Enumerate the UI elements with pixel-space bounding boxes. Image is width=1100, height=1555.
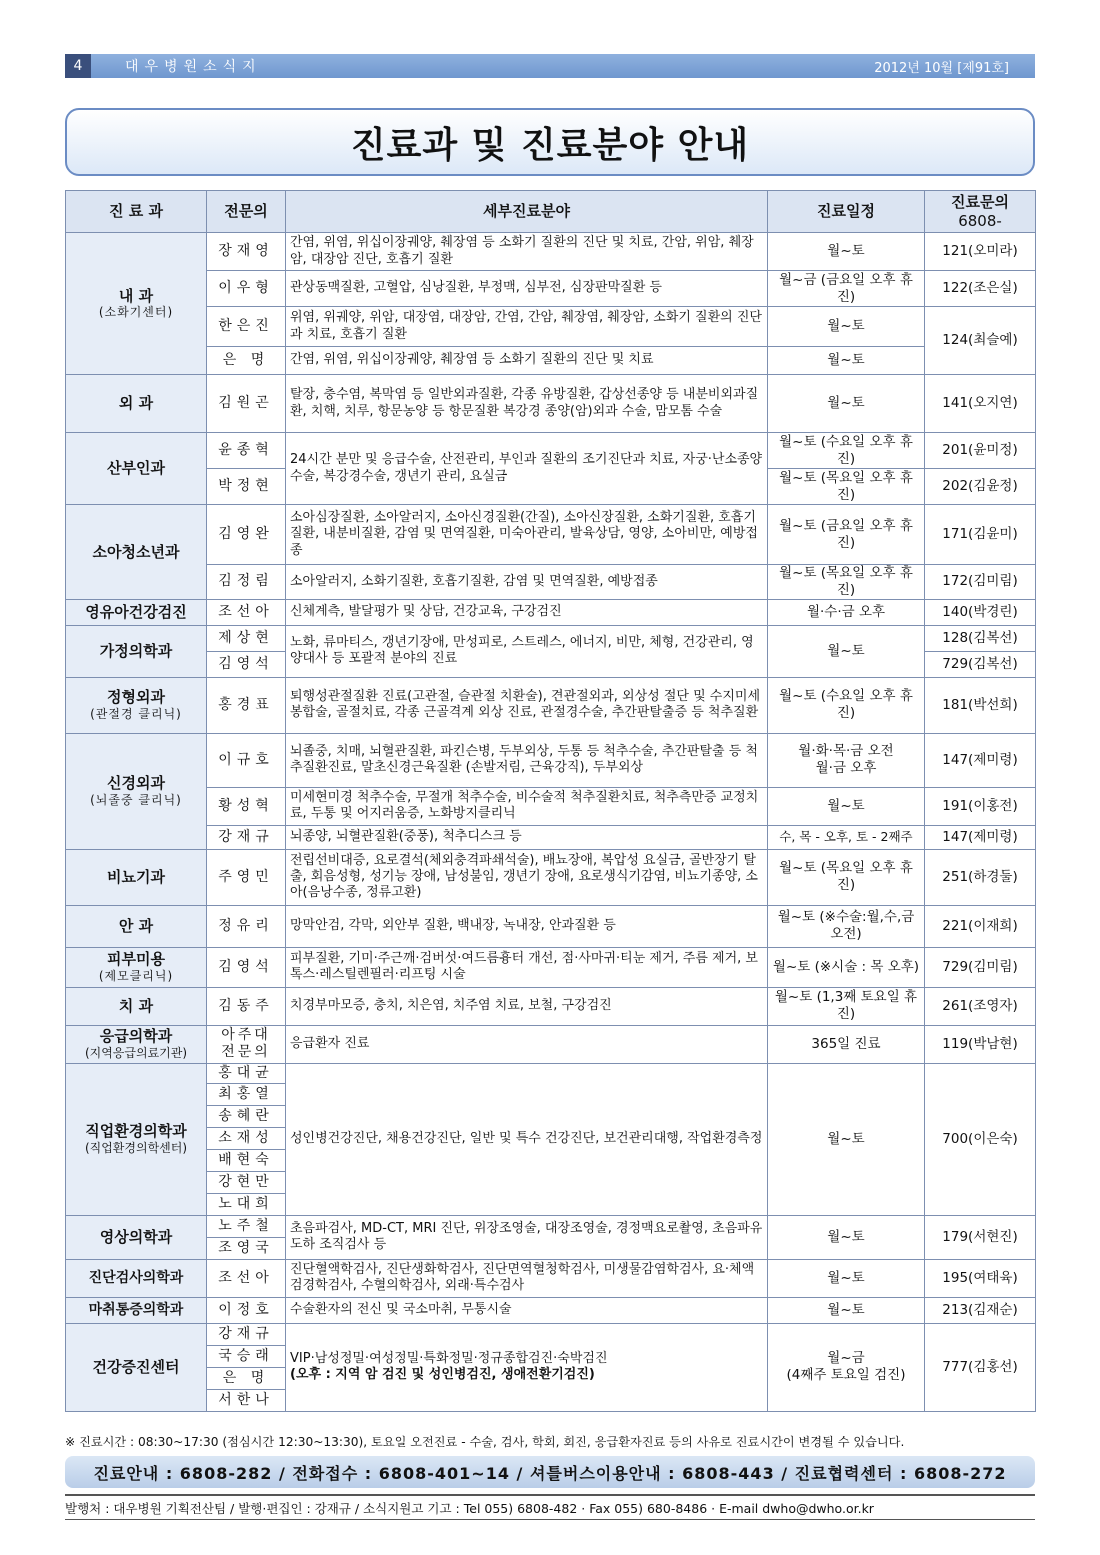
- schedule-line-2: (4째주 토요일 검진): [786, 1367, 906, 1384]
- schedule-text: 월~토 (목요일 오후 휴진): [768, 469, 925, 505]
- field-text: 간염, 위염, 위십이장궤양, 췌장염 등 소화기 질환의 진단 및 치료: [286, 347, 768, 375]
- dept-dental: 치 과: [66, 987, 207, 1025]
- page-title: 진료과 및 진료분야 안내: [350, 124, 750, 166]
- doctor-name: 황성혁: [207, 787, 286, 825]
- doctor-name: 소재성: [207, 1127, 286, 1149]
- contact-text: 181(박선희): [925, 677, 1036, 733]
- table-row: [66, 849, 1036, 905]
- contact-info-text: 진료안내 : 6808-282 / 전화접수 : 6808-401~14 / 셔틀버스이용안내 : 6808-443 / 진료협력센터 : 6808-272: [93, 1463, 1007, 1483]
- dept-infant-checkup: 영유아건강검진: [66, 599, 207, 625]
- doctor-name: [207, 1025, 286, 1063]
- doctor-name: 이규호: [207, 733, 286, 787]
- contact-text: 729(김미림): [925, 947, 1036, 987]
- field-text: 관상동맥질환, 고혈압, 심낭질환, 부정맥, 심부전, 심장판막질환 등: [286, 271, 768, 307]
- title-box: [65, 108, 1035, 176]
- doctor-name: 김영석: [207, 947, 286, 987]
- field-text: 치경부마모증, 충치, 치은염, 치주염 치료, 보철, 구강검진: [286, 987, 768, 1025]
- field-text: 소아알러지, 소화기질환, 호흡기질환, 감염 및 면역질환, 예방접종: [286, 565, 768, 600]
- contact-text: 261(조영자): [925, 987, 1036, 1025]
- doctor-name: 김영완: [207, 505, 286, 565]
- contact-text: 201(윤미정): [925, 433, 1036, 469]
- table-row: [66, 1259, 1036, 1297]
- dept-dermatology: [66, 947, 207, 987]
- dept-ophthalmology: 안 과: [66, 905, 207, 947]
- doctor-name: 김원곤: [207, 375, 286, 433]
- contact-text: 128(김복선): [925, 625, 1036, 651]
- table-row: [66, 565, 1036, 600]
- contact-text: 141(오지연): [925, 375, 1036, 433]
- field-text: 미세현미경 척추수술, 무절개 척추수술, 비수술적 척추질환치료, 척추측만증 교정치료, 두통 및 어지러움증, 노화방지클리닉: [286, 787, 768, 825]
- table-row: [66, 787, 1036, 825]
- dept-urology: 비뇨기과: [66, 849, 207, 905]
- contact-text: 172(김미림): [925, 565, 1036, 600]
- doctor-name: 강재규: [207, 1323, 286, 1345]
- field-text: 망막안검, 각막, 외안부 질환, 백내장, 녹내장, 안과질환 등: [286, 905, 768, 947]
- dept-anesthesia: 마취통증의학과: [66, 1297, 207, 1323]
- doctor-name: 국승래: [207, 1345, 286, 1367]
- schedule-text: 월~토: [768, 1215, 925, 1259]
- schedule-text: 월~토: [768, 1297, 925, 1323]
- page-number: 4: [65, 54, 91, 78]
- field-text: 뇌종양, 뇌혈관질환(중풍), 척추디스크 등: [286, 825, 768, 849]
- doctor-name: 조선아: [207, 1259, 286, 1297]
- table-row: [66, 905, 1036, 947]
- dept-obgyn: 산부인과: [66, 433, 207, 505]
- doctor-name: 강현만: [207, 1171, 286, 1193]
- field-text: 신체계측, 발달평가 및 상담, 건강교육, 구강검진: [286, 599, 768, 625]
- header-contact-label: 진료문의: [951, 192, 1009, 211]
- header-bar: [65, 54, 1035, 78]
- doctor-name: 서한나: [207, 1389, 286, 1411]
- table-row: [66, 1323, 1036, 1345]
- table-row: [66, 271, 1036, 307]
- doctor-name: 홍대균: [207, 1063, 286, 1083]
- field-text: 수술환자의 전신 및 국소마취, 무통시술: [286, 1297, 768, 1323]
- doctor-name: 윤종혁: [207, 433, 286, 469]
- schedule-text: 365일 진료: [768, 1025, 925, 1063]
- doctor-name: 김영석: [207, 651, 286, 677]
- header-schedule: 진료일정: [768, 191, 925, 233]
- dept-name: 정형외과: [107, 688, 165, 707]
- table-row: [66, 307, 1036, 347]
- schedule-text: [768, 1323, 925, 1411]
- doctor-name: 은 명: [207, 1367, 286, 1389]
- contact-text: 171(김윤미): [925, 505, 1036, 565]
- dept-sub: (직업환경의학센터): [84, 1141, 188, 1156]
- contact-text: 140(박경린): [925, 599, 1036, 625]
- dept-name: 피부미용: [107, 950, 165, 969]
- doctor-name: 배현숙: [207, 1149, 286, 1171]
- contact-text: 195(여태육): [925, 1259, 1036, 1297]
- schedule-text: 월~토 (수요일 오후 휴진): [768, 433, 925, 469]
- field-line-2: (오후 : 지역 암 검진 및 성인병검진, 생애전환기검진): [290, 1367, 595, 1383]
- doctor-name: 김동주: [207, 987, 286, 1025]
- doctor-name: 송혜란: [207, 1105, 286, 1127]
- dept-occupational: [66, 1063, 207, 1215]
- doctor-name: 조선아: [207, 599, 286, 625]
- contact-text: 147(제미령): [925, 733, 1036, 787]
- table-row: [66, 599, 1036, 625]
- table-row: [66, 947, 1036, 987]
- header-contact: [925, 191, 1036, 233]
- contact-text: 124(최슬예): [925, 307, 1036, 375]
- dept-name: 응급의학과: [99, 1027, 173, 1046]
- schedule-text: 수, 목 - 오후, 토 - 2째주: [768, 825, 925, 849]
- dept-emergency: [66, 1025, 207, 1063]
- contact-text: 251(하경둘): [925, 849, 1036, 905]
- doctor-name: 조영국: [207, 1237, 286, 1259]
- newsletter-name: 대우병원소식지: [125, 59, 262, 75]
- field-line-1: VIP·남성정밀·여성정밀·특화정밀·정규종합검진·숙박검진: [290, 1351, 608, 1366]
- header-field: 세부진료분야: [286, 191, 768, 233]
- table-row: [66, 733, 1036, 787]
- schedule-line-2: 월·금 오후: [815, 760, 877, 777]
- table-row: [66, 505, 1036, 565]
- contact-text: 121(오미라): [925, 233, 1036, 271]
- table-row: [66, 1063, 1036, 1083]
- doctor-name: 최홍열: [207, 1083, 286, 1105]
- dept-sub: (지역응급의료기관): [84, 1046, 188, 1061]
- dept-pediatrics: 소아청소년과: [66, 505, 207, 600]
- table-row: [66, 433, 1036, 469]
- dept-name: 신경외과: [107, 774, 165, 793]
- doctor-name: 강재규: [207, 825, 286, 849]
- dept-internal: [66, 233, 207, 375]
- contact-text: 700(이은숙): [925, 1063, 1036, 1215]
- dept-sub: (소화기센터): [98, 305, 174, 320]
- table-row: [66, 1297, 1036, 1323]
- schedule-text: 월~토: [768, 347, 925, 375]
- contact-text: 147(제미령): [925, 825, 1036, 849]
- field-text: 노화, 류마티스, 갱년기장애, 만성피로, 스트레스, 에너지, 비만, 체형, 건강관리, 영양대사 등 포괄적 분야의 진료: [286, 625, 768, 677]
- field-text: 응급환자 진료: [286, 1025, 768, 1063]
- table-row: [66, 375, 1036, 433]
- table-row: [66, 347, 1036, 375]
- dept-health-center: 건강증진센터: [66, 1323, 207, 1411]
- contact-text: 202(김윤정): [925, 469, 1036, 505]
- schedule-text: 월~토 (※시술 : 목 오후): [768, 947, 925, 987]
- schedule-text: 월~토: [768, 1259, 925, 1297]
- contact-text: 213(김재순): [925, 1297, 1036, 1323]
- header-contact-prefix: 6808-: [958, 211, 1002, 230]
- schedule-text: 월~토 (목요일 오후 휴진): [768, 849, 925, 905]
- table-row: [66, 825, 1036, 849]
- schedule-text: 월·수·금 오후: [768, 599, 925, 625]
- doctor-name: 박정현: [207, 469, 286, 505]
- doctor-name: 제상현: [207, 625, 286, 651]
- field-text: 소아심장질환, 소아알러지, 소아신경질환(간질), 소아신장질환, 소화기질환, 호흡기질환, 내분비질환, 감염 및 면역질환, 미숙아관리, 발육상담, 영양, 소아비만, 예방접종: [286, 505, 768, 565]
- contact-text: 221(이재희): [925, 905, 1036, 947]
- dept-sub: (관절경 클리닉): [90, 707, 182, 722]
- schedule-text: 월~금 (금요일 오후 휴진): [768, 271, 925, 307]
- dept-family: 가정의학과: [66, 625, 207, 677]
- schedule-text: 월~토: [768, 1063, 925, 1215]
- hours-note: ※ 진료시간 : 08:30~17:30 (점심시간 12:30~13:30), 토요일 오전진료 - 수술, 검사, 학회, 회진, 응급환자진료 등의 사유로 진료시간이 변경될 수 있습니다.: [65, 1435, 905, 1449]
- schedule-text: 월~토: [768, 625, 925, 677]
- table-row: [66, 987, 1036, 1025]
- field-text: 위염, 위궤양, 위암, 대장염, 대장암, 간염, 간암, 췌장염, 췌장암, 소화기 질환의 진단과 치료, 호흡기 질환: [286, 307, 768, 347]
- field-text: 피부질환, 기미·주근깨·검버섯·여드름흉터 개선, 점·사마귀·티눈 제거, 주름 제거, 보톡스·레스틸렌필러·리프팅 시술: [286, 947, 768, 987]
- schedule-text: 월~토: [768, 375, 925, 433]
- doctor-name: 주영민: [207, 849, 286, 905]
- field-text: 뇌졸중, 치매, 뇌혈관질환, 파킨슨병, 두부외상, 두통 등 척추수술, 추간판탈출 등 척추질환진료, 말초신경근육질환 (손발저림, 근육강직), 두부외상: [286, 733, 768, 787]
- schedule-text: 월~토 (수요일 오후 휴진): [768, 677, 925, 733]
- schedule-text: 월~토 (※수술:월,수,금 오전): [768, 905, 925, 947]
- contact-text: 191(이홍전): [925, 787, 1036, 825]
- schedule-text: 월~토 (금요일 오후 휴진): [768, 505, 925, 565]
- doctor-name: 은 명: [207, 347, 286, 375]
- contact-text: 777(김홍선): [925, 1323, 1036, 1411]
- schedule-text: 월~토: [768, 787, 925, 825]
- dept-surgery: 외 과: [66, 375, 207, 433]
- dept-sub: (뇌졸중 클리닉): [90, 793, 182, 808]
- contact-text: 729(김복선): [925, 651, 1036, 677]
- field-text: 탈장, 충수염, 복막염 등 일반외과질환, 각종 유방질환, 갑상선종양 등 내분비외과질환, 치핵, 치루, 항문농양 등 항문질환 복강경 종양(암)외과 수술, 맘모톰 수술: [286, 375, 768, 433]
- table-row: [66, 1025, 1036, 1063]
- table-row: [66, 233, 1036, 271]
- doctor-name: 노대희: [207, 1193, 286, 1215]
- field-text: [286, 1323, 768, 1411]
- contact-text: 179(서현진): [925, 1215, 1036, 1259]
- doctor-name: 이우형: [207, 271, 286, 307]
- publisher-footer: 발행처 : 대우병원 기획전산팀 / 발행·편집인 : 강재규 / 소식지원고 기고 : Tel 055) 6808-482 · Fax 055) 680-8486 · E-mail dwho@dwho.or.kr: [65, 1494, 1035, 1520]
- field-text: 퇴행성관절질환 진료(고관절, 슬관절 치환술), 견관절외과, 외상성 절단 및 수지미세봉합술, 골절치료, 각종 근골격계 외상 진료, 관절경수술, 추간판탈출증 등 척추질환: [286, 677, 768, 733]
- dept-lab: 진단검사의학과: [66, 1259, 207, 1297]
- doctor-name: 이정호: [207, 1297, 286, 1323]
- field-text: 24시간 분만 및 응급수술, 산전관리, 부인과 질환의 조기진단과 치료, 자궁·난소종양수술, 복강경수술, 갱년기 관리, 요실금: [286, 433, 768, 505]
- dept-sub: (제모클리닉): [98, 969, 174, 984]
- dept-radiology: 영상의학과: [66, 1215, 207, 1259]
- table-row: [66, 677, 1036, 733]
- field-text: 간염, 위염, 위십이장궤양, 췌장염 등 소화기 질환의 진단 및 치료, 간암, 위암, 췌장암, 대장암 진단, 호흡기 질환: [286, 233, 768, 271]
- doctor-name: 정유리: [207, 905, 286, 947]
- doctor-name: 노주철: [207, 1215, 286, 1237]
- issue-date: 2012년 10월 [제91호]: [874, 60, 1009, 76]
- doctor-name: 김정림: [207, 565, 286, 600]
- doctor-line-1: 아주대: [221, 1026, 271, 1043]
- doctor-name: 장재영: [207, 233, 286, 271]
- schedule-text: [768, 733, 925, 787]
- schedule-line-1: 월~금: [827, 1350, 865, 1367]
- doctor-name: 홍경표: [207, 677, 286, 733]
- field-text: 성인병건강진단, 채용건강진단, 일반 및 특수 건강진단, 보건관리대행, 작업환경측정: [286, 1063, 768, 1215]
- header-dept: 진 료 과: [66, 191, 207, 233]
- doctor-line-2: 전문의: [221, 1044, 271, 1061]
- table-row: [66, 625, 1036, 651]
- contact-text: 119(박남현): [925, 1025, 1036, 1063]
- doctor-name: 한은진: [207, 307, 286, 347]
- dept-name: 내 과: [118, 286, 154, 305]
- department-table: [65, 190, 1036, 1412]
- schedule-text: 월~토: [768, 307, 925, 347]
- field-text: 전립선비대증, 요로결석(체외충격파쇄석술), 배뇨장애, 복압성 요실금, 골반장기 탈출, 회음성형, 성기능 장애, 남성불임, 갱년기 장애, 요로생식기감염, 비뇨기종양, 소아(음낭수종, 정류고환): [286, 849, 768, 905]
- dept-name: 직업환경의학과: [85, 1122, 187, 1141]
- field-text: 진단혈액학검사, 진단생화학검사, 진단면역혈청학검사, 미생물감염학검사, 요·체액검경학검사, 수혈의학검사, 외래·특수검사: [286, 1259, 768, 1297]
- table-row: [66, 1215, 1036, 1237]
- dept-neurosurgery: [66, 733, 207, 849]
- contact-info-bar: [65, 1456, 1035, 1488]
- field-text: 초음파검사, MD-CT, MRI 진단, 위장조영술, 대장조영술, 경정맥요로촬영, 초음파유도하 조직검사 등: [286, 1215, 768, 1259]
- schedule-text: 월~토 (1,3째 토요일 휴진): [768, 987, 925, 1025]
- schedule-line-1: 월·화·목·금 오전: [798, 743, 894, 760]
- dept-orthopedics: [66, 677, 207, 733]
- schedule-text: 월~토 (목요일 오후 휴진): [768, 565, 925, 600]
- contact-text: 122(조은실): [925, 271, 1036, 307]
- header-doctor: 전문의: [207, 191, 286, 233]
- schedule-text: 월~토: [768, 233, 925, 271]
